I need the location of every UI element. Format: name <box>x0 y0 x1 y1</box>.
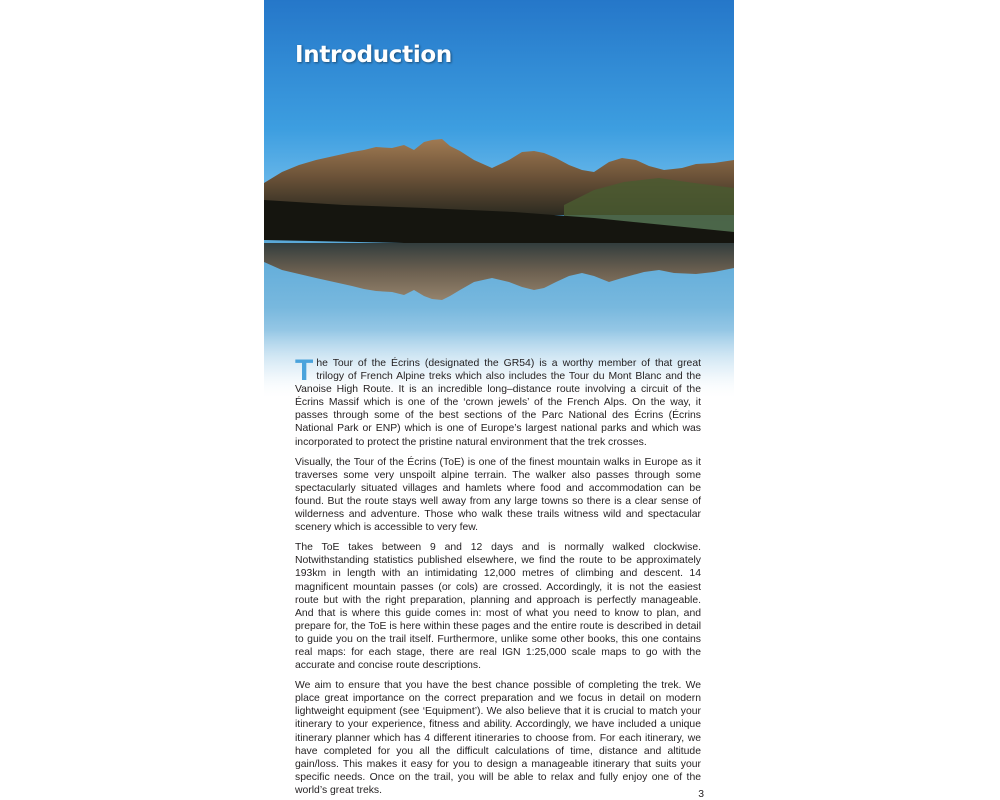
paragraph-1-text: he Tour of the Écrins (designated the GR54) is a worthy member of that great trilogy of French Alpine treks which also includes the Tour du Mont Blanc and the Vanoise High Route. It is an incredible long–distance route involving a circuit of the Écrins Massif which is one of the ‘crown jewels’ of the French Alps. On the way, it passes through some of the best sections of the Parc National des Écrins (Écrins National Park or ENP) which is one of Europe’s largest national parks and which was incorporated to protect the pristine natural environment that the trek crosses. <box>295 358 701 448</box>
page-number: 3 <box>698 789 704 800</box>
page-title: Introduction <box>295 42 452 68</box>
paragraph-4: We aim to ensure that you have the best chance possible of completing the trek. We place great importance on the correct preparation and we focus in detail on modern lightweight equipment (see ‘Equipment’). We also believe that it is crucial to match your itinerary to your experience, fitness and ability. Accordingly, we have included a unique itinerary planner which has 4 different itineraries to choose from. For each itinerary, we have completed for you all the difficult calculations of time, distance and altitude gain/loss. This makes it easy for you to design a manageable itinerary that suits your specific needs. Once on the trail, you will be able to relax and fully enjoy one of the world’s great treks. <box>295 680 701 796</box>
body-text <box>295 354 701 800</box>
paragraph-1 <box>295 354 701 449</box>
paragraph-2: Visually, the Tour of the Écrins (ToE) is one of the finest mountain walks in Europe as it traverses some very unspoilt alpine terrain. The walker also passes through some spectacularly situated villages and hamlets where food and accommodation can be found. But the route stays well away from any large towns so there is a clear sense of wilderness and adventure. Those who walk these trails witness wild and spectacular scenery which is accessible to very few. <box>295 456 701 534</box>
paragraph-3: The ToE takes between 9 and 12 days and is normally walked clockwise. Notwithstanding statistics published elsewhere, we find the route to be approximately 193km in length with an intimidating 12,000 metres of climbing and descent. 14 magnificent mountain passes (or cols) are crossed. Accordingly, it is not the easiest route but with the right preparation, planning and approach is perfectly manageable. And that is where this guide comes in: most of what you need to know to plan, and prepare for, the ToE is here within these pages and the entire route is described in detail to guide you on the trail itself. Furthermore, unlike some other books, this one contains real maps: for each stage, there are real IGN 1:25,000 scale maps to go with the accurate and concise route descriptions. <box>295 542 701 672</box>
drop-cap: T <box>295 354 314 387</box>
book-page <box>264 0 734 800</box>
